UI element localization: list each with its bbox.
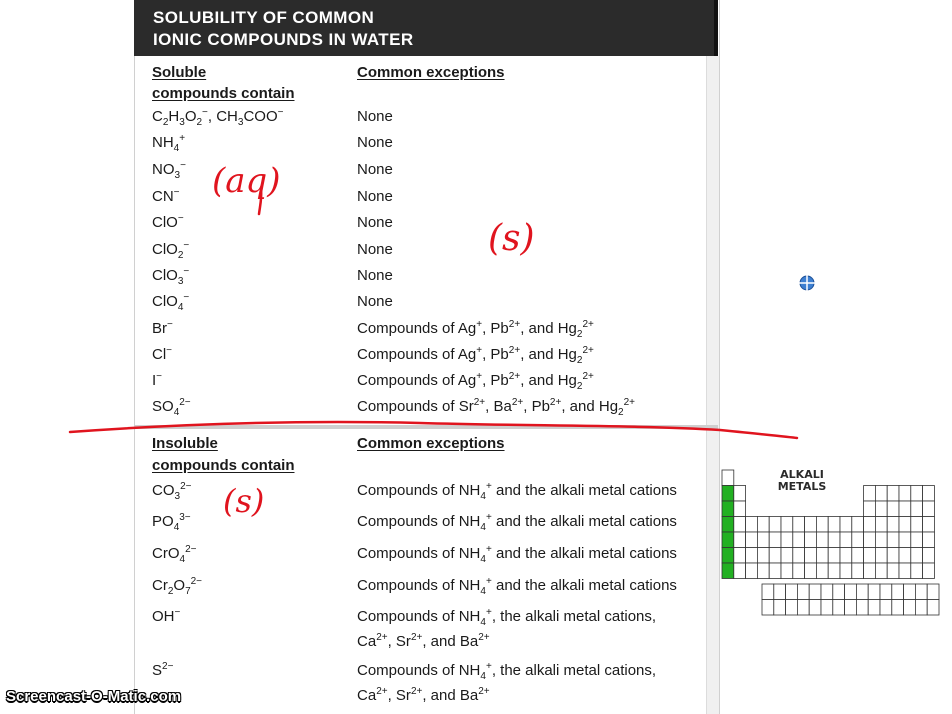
periodic-table-cell — [911, 532, 923, 548]
insoluble-ion: CrO$_4^{2-}$ — [152, 544, 197, 565]
periodic-table-cell — [809, 584, 821, 600]
periodic-table-cell — [875, 563, 887, 579]
table-title-line1: SOLUBILITY OF COMMON — [153, 8, 375, 27]
periodic-table-cell — [923, 517, 935, 533]
periodic-table-cell — [840, 517, 852, 533]
periodic-table-cell — [805, 517, 817, 533]
insoluble-ion: $Cr_2O_7^{2-}$ — [152, 576, 203, 597]
periodic-table-cell — [880, 600, 892, 616]
periodic-table-cell — [923, 563, 935, 579]
periodic-table-cell — [899, 486, 911, 502]
periodic-table-cell — [734, 486, 746, 502]
periodic-table-cell — [816, 563, 828, 579]
periodic-table-cell — [880, 584, 892, 600]
periodic-table-cell — [887, 517, 899, 533]
periodic-table-cell — [786, 600, 798, 616]
periodic-table-cell — [821, 584, 833, 600]
periodic-table-cell — [722, 517, 734, 533]
alkali-label-line1: ALKALI — [780, 468, 824, 481]
periodic-table-cell — [856, 600, 868, 616]
periodic-table-cell — [774, 600, 786, 616]
soluble-ion: I− — [152, 371, 163, 389]
periodic-table-cell — [852, 532, 864, 548]
soluble-exception: Compounds of $Sr^{2+}$, $Ba^{2+}$, $Pb^{2+}$, and $Hg_2^{2+}$ — [357, 397, 636, 418]
periodic-table-cell — [769, 532, 781, 548]
periodic-table-cell — [809, 600, 821, 616]
soluble-ion: ClO$_4$− — [152, 292, 190, 313]
periodic-table-cell — [915, 584, 927, 600]
periodic-table-cell — [887, 532, 899, 548]
periodic-table-cell — [722, 548, 734, 564]
alkali-label-line2: METALS — [777, 480, 827, 493]
periodic-table-cell — [864, 517, 876, 533]
insoluble-ion: $S^{2-}$ — [152, 661, 174, 679]
periodic-table-cell — [927, 584, 939, 600]
periodic-table-cell — [911, 486, 923, 502]
periodic-table-cell — [923, 548, 935, 564]
soluble-exception: Compounds of Ag+, $Pb^{2+}$, and $Hg_2^{2+}$ — [357, 345, 594, 366]
insoluble-exception: Compounds of $NH_4^+$, the alkali metal cations, — [357, 607, 657, 628]
periodic-table-cell — [904, 584, 916, 600]
periodic-table-cell — [828, 517, 840, 533]
periodic-table-cell — [821, 600, 833, 616]
soluble-exception: None — [357, 293, 393, 310]
periodic-table-cell — [899, 517, 911, 533]
periodic-table-cell — [746, 548, 758, 564]
soluble-ion: Br− — [152, 319, 173, 337]
periodic-table-cell — [722, 532, 734, 548]
periodic-table-cell — [864, 501, 876, 517]
periodic-table-cell — [892, 600, 904, 616]
periodic-table-cell — [868, 584, 880, 600]
periodic-table-cell — [769, 517, 781, 533]
periodic-table-cell — [911, 517, 923, 533]
periodic-table-cell — [805, 563, 817, 579]
soluble-ion: $C_2H_3O_2^-$, $CH_3COO^-$ — [152, 107, 284, 128]
periodic-table-cell — [805, 548, 817, 564]
periodic-table-cell — [852, 563, 864, 579]
periodic-table-cell — [722, 486, 734, 502]
periodic-table-cell — [875, 517, 887, 533]
periodic-table-cell — [774, 584, 786, 600]
periodic-table-cell — [892, 584, 904, 600]
periodic-table-cell — [793, 517, 805, 533]
insoluble-exception: Compounds of $NH_4^+$ and the alkali metal cations — [357, 544, 677, 565]
periodic-table-cell — [887, 501, 899, 517]
periodic-table-cell — [911, 563, 923, 579]
soluble-heading-line1: Soluble — [152, 64, 207, 81]
soluble-exception: Compounds of Ag+, $Pb^{2+}$, and $Hg_2^{2+}$ — [357, 319, 594, 340]
periodic-table-cell — [734, 517, 746, 533]
periodic-table-cell — [816, 548, 828, 564]
scrollbar-track[interactable] — [706, 56, 719, 714]
periodic-table-cell — [816, 532, 828, 548]
soluble-exception: None — [357, 214, 393, 231]
periodic-table-cell — [746, 532, 758, 548]
periodic-table-cell — [781, 563, 793, 579]
periodic-table-cell — [722, 501, 734, 517]
periodic-table-cell — [845, 600, 857, 616]
periodic-table-cell — [734, 501, 746, 517]
periodic-table-cell — [868, 600, 880, 616]
insoluble-exception: Compounds of $NH_4^+$ and the alkali metal cations — [357, 576, 677, 597]
periodic-table-cell — [746, 517, 758, 533]
periodic-table-cell — [923, 532, 935, 548]
periodic-table-cell — [781, 517, 793, 533]
soluble-ion: $NH_4^+$ — [152, 133, 186, 154]
periodic-table-cell — [793, 532, 805, 548]
periodic-table-cell — [722, 470, 734, 486]
periodic-table-cell — [722, 563, 734, 579]
periodic-table-cell — [875, 548, 887, 564]
soluble-ion: ClO$_3$− — [152, 266, 190, 287]
periodic-table-cell — [845, 584, 857, 600]
soluble-exception: None — [357, 241, 393, 258]
periodic-table-cell — [781, 532, 793, 548]
periodic-table-cell — [797, 600, 809, 616]
periodic-table-cell — [746, 563, 758, 579]
soluble-heading-line2: compounds contain — [152, 85, 295, 102]
soluble-exception: Compounds of Ag+, $Pb^{2+}$, and $Hg_2^{2+}$ — [357, 371, 594, 392]
periodic-table-cell — [852, 517, 864, 533]
soluble-exception: None — [357, 188, 393, 205]
periodic-table-cell — [757, 532, 769, 548]
periodic-table-cell — [828, 563, 840, 579]
periodic-table-cell — [923, 501, 935, 517]
periodic-table-cell — [793, 548, 805, 564]
periodic-table-cell — [734, 532, 746, 548]
periodic-table-cell — [864, 563, 876, 579]
periodic-table-cell — [769, 563, 781, 579]
periodic-table-cell — [734, 563, 746, 579]
insoluble-heading-line1: Insoluble — [152, 435, 218, 452]
periodic-table-cell — [757, 563, 769, 579]
periodic-table-cell — [864, 548, 876, 564]
soluble-ion: $NO_3^-$ — [152, 160, 186, 181]
ink-s-annotation-insoluble: (s) — [223, 482, 265, 520]
periodic-table-cell — [840, 563, 852, 579]
periodic-table-cell — [762, 600, 774, 616]
screencast-watermark: Screencast-O-Matic.com — [6, 688, 182, 705]
periodic-table-cell — [757, 517, 769, 533]
ink-aq-annotation: (aq) — [212, 161, 281, 201]
insoluble-ion: $PO_4^{3-}$ — [152, 512, 191, 533]
crosshair-cursor-icon — [797, 273, 817, 293]
periodic-table-cell — [757, 548, 769, 564]
periodic-table-cell — [899, 548, 911, 564]
periodic-table-cell — [875, 501, 887, 517]
periodic-table-cell — [852, 548, 864, 564]
periodic-table-cell — [915, 600, 927, 616]
insoluble-exception: Compounds of $NH_4^+$, the alkali metal cations, — [357, 661, 657, 682]
insoluble-heading-line2: compounds contain — [152, 457, 295, 474]
periodic-table-cell — [887, 486, 899, 502]
table-title-bar — [134, 0, 718, 56]
periodic-table-cell — [734, 548, 746, 564]
soluble-ion: ClO$_2$− — [152, 240, 190, 261]
periodic-table-cell — [875, 532, 887, 548]
periodic-table-cell — [833, 584, 845, 600]
periodic-table-cell — [864, 486, 876, 502]
soluble-exception: None — [357, 267, 393, 284]
soluble-ion: $SO_4^{2-}$ — [152, 397, 191, 418]
periodic-table-cell — [833, 600, 845, 616]
soluble-ion: ClO− — [152, 213, 184, 231]
periodic-table-cell — [805, 532, 817, 548]
insoluble-exception: Compounds of $NH_4^+$ and the alkali metal cations — [357, 481, 677, 502]
periodic-table-cell — [875, 486, 887, 502]
periodic-table-cell — [927, 600, 939, 616]
periodic-table-cell — [911, 501, 923, 517]
periodic-table-cell — [828, 532, 840, 548]
periodic-table-cell — [923, 486, 935, 502]
periodic-table-cell — [887, 563, 899, 579]
soluble-exception: None — [357, 161, 393, 178]
periodic-table-cell — [797, 584, 809, 600]
insoluble-exception: Compounds of $NH_4^+$ and the alkali metal cations — [357, 512, 677, 533]
periodic-table-cell — [793, 563, 805, 579]
soluble-exceptions-heading: Common exceptions — [357, 64, 505, 81]
periodic-table-cell — [856, 584, 868, 600]
insoluble-ion: $CO_3^{2-}$ — [152, 481, 192, 502]
periodic-table-cell — [887, 548, 899, 564]
soluble-exception: None — [357, 134, 393, 151]
periodic-table-cell — [864, 532, 876, 548]
soluble-ion: Cl− — [152, 345, 173, 363]
periodic-table-cell — [762, 584, 774, 600]
soluble-ion: CN− — [152, 187, 180, 205]
periodic-table-cell — [840, 548, 852, 564]
periodic-table-cell — [769, 548, 781, 564]
periodic-table-cell — [911, 548, 923, 564]
insoluble-ion: OH− — [152, 607, 181, 625]
ink-s-annotation-soluble: (s) — [488, 218, 535, 259]
soluble-exception: None — [357, 108, 393, 125]
periodic-table-cell — [899, 532, 911, 548]
table-title-line2: IONIC COMPOUNDS IN WATER — [153, 30, 414, 49]
periodic-table-cell — [899, 563, 911, 579]
periodic-table-cell — [816, 517, 828, 533]
periodic-table-cell — [781, 548, 793, 564]
periodic-table-cell — [786, 584, 798, 600]
title-bar-edge — [714, 0, 718, 56]
periodic-table-cell — [899, 501, 911, 517]
periodic-table-cell — [840, 532, 852, 548]
insoluble-exception-cont: $Ca^{2+}$, $Sr^{2+}$, and $Ba^{2+}$ — [357, 686, 490, 704]
periodic-table-cell — [904, 600, 916, 616]
section-divider — [134, 425, 718, 429]
insoluble-exceptions-heading: Common exceptions — [357, 435, 505, 452]
insoluble-exception-cont: $Ca^{2+}$, $Sr^{2+}$, and $Ba^{2+}$ — [357, 632, 490, 650]
periodic-table-cell — [828, 548, 840, 564]
